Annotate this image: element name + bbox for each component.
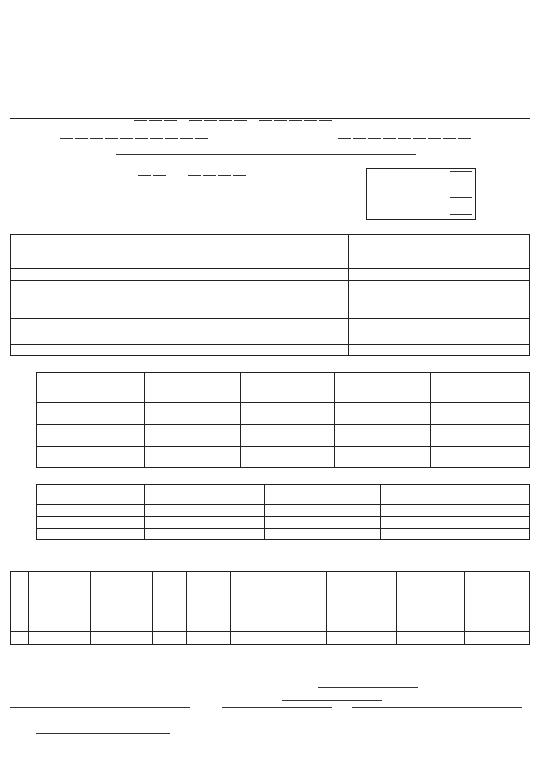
s4-col-accrued: [242, 372, 332, 402]
kpp-digit[interactable]: [383, 138, 396, 139]
inn-digit[interactable]: [165, 138, 178, 139]
type-mark-initial[interactable]: [450, 171, 472, 172]
reg-digit[interactable]: [319, 120, 332, 121]
kpp-digits: [338, 138, 473, 139]
section4-row-sep: [36, 402, 530, 403]
kpp-digit[interactable]: [398, 138, 411, 139]
reg-number-digits: [134, 120, 334, 121]
s4-col-paid: [336, 372, 428, 402]
section4-col-sep: [334, 372, 335, 468]
section3-col2-header: [350, 234, 528, 268]
year-digit[interactable]: [218, 175, 231, 176]
s5-col-staff-places: [153, 572, 186, 630]
totals-actual-field[interactable]: [282, 700, 382, 701]
s5-col-work-nature: [231, 572, 326, 630]
section3-row-sep: [10, 268, 530, 269]
section4-col-sep: [240, 372, 241, 468]
section1-rule: [10, 118, 530, 119]
breakdown-col-sep: [380, 484, 381, 540]
kpp-digit[interactable]: [458, 138, 471, 139]
s5-col-profession: [91, 572, 152, 630]
year-digit[interactable]: [203, 175, 216, 176]
section3-row-sep: [10, 344, 530, 345]
s5-col-actual-workers: [187, 572, 230, 630]
section4-row-sep: [36, 424, 530, 425]
section4-col-sep: [430, 372, 431, 468]
name-field[interactable]: [116, 154, 416, 155]
inn-digit[interactable]: [150, 138, 163, 139]
year-digit[interactable]: [188, 175, 201, 176]
breakdown-row-sep: [36, 528, 530, 529]
period-code-digit[interactable]: [153, 175, 166, 176]
reg-separator: [179, 120, 187, 121]
kpp-digit[interactable]: [368, 138, 381, 139]
inn-digit[interactable]: [75, 138, 88, 139]
inn-digit[interactable]: [135, 138, 148, 139]
inn-digit[interactable]: [90, 138, 103, 139]
reg-digit[interactable]: [234, 120, 247, 121]
kpp-digit[interactable]: [338, 138, 351, 139]
type-mark-corrective[interactable]: [450, 188, 472, 198]
section3-row-sep: [10, 318, 530, 319]
totals-staff-field[interactable]: [318, 687, 418, 688]
position-value[interactable]: [10, 707, 190, 708]
breakdown-table: [36, 484, 530, 540]
reg-digit[interactable]: [219, 120, 232, 121]
type-mark-cancelling[interactable]: [450, 205, 472, 215]
section4-row-sep: [36, 446, 530, 447]
signature-decoding-value[interactable]: [352, 707, 522, 708]
period-code-digit[interactable]: [138, 175, 151, 176]
inn-digit[interactable]: [120, 138, 133, 139]
inn-digit[interactable]: [105, 138, 118, 139]
section3-col-sep: [348, 234, 349, 356]
kpp-digit[interactable]: [413, 138, 426, 139]
breakdown-row-sep: [36, 504, 530, 505]
inn-digit[interactable]: [195, 138, 208, 139]
breakdown-row-sep: [36, 516, 530, 517]
reg-digit[interactable]: [149, 120, 162, 121]
reg-digit[interactable]: [204, 120, 217, 121]
s4-col-debt-end: [432, 372, 528, 402]
s5-col-conditions-code: [397, 572, 464, 630]
reg-digit[interactable]: [289, 120, 302, 121]
reg-digit[interactable]: [134, 120, 147, 121]
inn-digit[interactable]: [60, 138, 73, 139]
s5-col-primary-docs: [327, 572, 396, 630]
date-value[interactable]: [36, 733, 170, 734]
s5-row-sep: [10, 631, 530, 632]
period-year: [188, 175, 248, 176]
reg-digit[interactable]: [304, 120, 317, 121]
reg-digit[interactable]: [274, 120, 287, 121]
section4-col-sep: [144, 372, 145, 468]
signature-value[interactable]: [222, 707, 332, 708]
breakdown-col-sep: [264, 484, 265, 540]
reg-digit[interactable]: [259, 120, 272, 121]
s4-col-debt-start: [146, 372, 238, 402]
year-digit[interactable]: [233, 175, 246, 176]
inn-digits: [60, 138, 210, 139]
section3-row-sep: [10, 280, 530, 281]
kpp-digit[interactable]: [353, 138, 366, 139]
reg-separator: [249, 120, 257, 121]
s5-col-num: [10, 572, 28, 630]
reg-digit[interactable]: [164, 120, 177, 121]
kpp-digit[interactable]: [428, 138, 441, 139]
period-code: [138, 175, 168, 176]
kpp-digit[interactable]: [443, 138, 456, 139]
section3-col1-header: [10, 234, 348, 268]
inn-digit[interactable]: [180, 138, 193, 139]
s5-col-list-position: [465, 572, 529, 630]
s5-col-department: [29, 572, 90, 630]
reg-digit[interactable]: [189, 120, 202, 121]
breakdown-col-sep: [144, 484, 145, 540]
